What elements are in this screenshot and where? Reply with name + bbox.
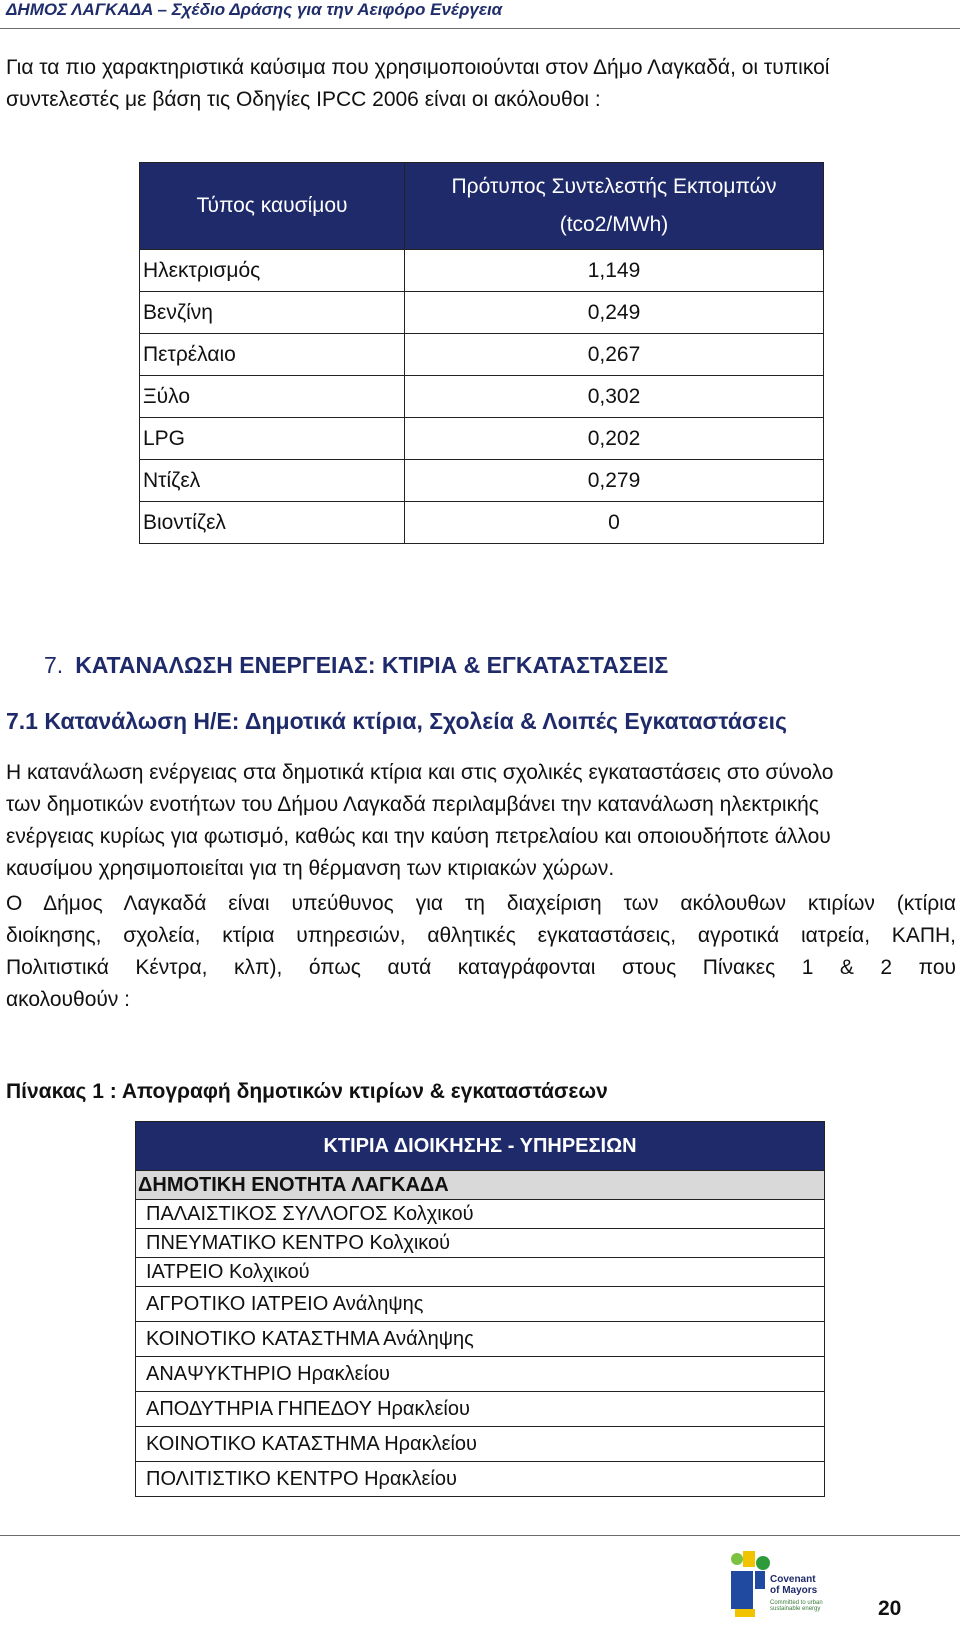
building-cell: ΠΝΕΥΜΑΤΙΚΟ ΚΕΝΤΡΟ Κολχικού: [136, 1229, 825, 1258]
paragraph-line: των δημοτικών ενοτήτων του Δήμου Λαγκαδά περιλαμβάνει την κατανάλωση ηλεκτρικής: [6, 793, 819, 816]
building-cell: ΑΓΡΟΤΙΚΟ ΙΑΤΡΕΙΟ Ανάληψης: [136, 1287, 825, 1322]
building-cell: ΠΟΛΙΤΙΣΤΙΚΟ ΚΕΝΤΡΟ Ηρακλείου: [136, 1462, 825, 1497]
emission-factors-table: [139, 162, 824, 544]
emission-factor-header-line2: (tco2/MWh): [559, 213, 669, 236]
fuel-type-header: Τύπος καυσίμου: [140, 163, 405, 250]
table-row: [136, 1462, 825, 1497]
paragraph-line: Η κατανάλωση ενέργειας στα δημοτικά κτίρια και στις σχολικές εγκαταστάσεις στο σύνολο: [6, 761, 834, 784]
factor-cell: 0,249: [405, 292, 824, 334]
logo-tagline: Committed to urban sustainable energy: [770, 1600, 823, 1612]
group-row: [136, 1171, 825, 1200]
building-cell: ΚΟΙΝΟΤΙΚΟ ΚΑΤΑΣΤΗΜΑ Ανάληψης: [136, 1322, 825, 1357]
fuel-cell: Πετρέλαιο: [140, 334, 405, 376]
table-caption: Πίνακας 1 : Απογραφή δημοτικών κτιρίων & εγκαταστάσεων: [6, 1080, 608, 1103]
table-row: [140, 376, 824, 418]
table-row: [136, 1392, 825, 1427]
section-number: 7.: [44, 652, 64, 678]
responsibility-paragraph: [6, 888, 956, 1016]
factor-cell: 0,279: [405, 460, 824, 502]
buildings-table: [135, 1121, 825, 1497]
table-row: [140, 502, 824, 544]
table-row: [136, 1258, 825, 1287]
table-row: [136, 1287, 825, 1322]
building-cell: ΙΑΤΡΕΙΟ Κολχικού: [136, 1258, 825, 1287]
paragraph-line: καυσίμου χρησιμοποιείται για τη θέρμανση των κτιριακών χώρων.: [6, 857, 615, 880]
table-row: [136, 1322, 825, 1357]
buildings-table-header: ΚΤΙΡΙΑ ΔΙΟΙΚΗΣΗΣ - ΥΠΗΡΕΣΙΩΝ: [136, 1122, 825, 1171]
fuel-cell: Βιοντίζελ: [140, 502, 405, 544]
paragraph-line: διοίκησης, σχολεία, κτίρια υπηρεσιών, αθλητικές εγκαταστάσεις, αγροτικά ιατρεία, ΚΑΠΗ,: [6, 924, 956, 947]
fuel-cell: Βενζίνη: [140, 292, 405, 334]
table-row: [136, 1427, 825, 1462]
section-title: ΚΑΤΑΝΑΛΩΣΗ ΕΝΕΡΓΕΙΑΣ: ΚΤΙΡΙΑ & ΕΓΚΑΤΑΣΤΑΣΕΙΣ: [75, 652, 669, 678]
factor-cell: 0,302: [405, 376, 824, 418]
fuel-cell: LPG: [140, 418, 405, 460]
table-row: [136, 1229, 825, 1258]
table-row: [140, 460, 824, 502]
header-divider: [0, 28, 960, 29]
table-row: [140, 250, 824, 292]
energy-consumption-paragraph: [6, 757, 956, 885]
building-cell: ΑΠΟΔΥΤΗΡΙΑ ΓΗΠΕΔΟΥ Ηρακλείου: [136, 1392, 825, 1427]
building-cell: ΚΟΙΝΟΤΙΚΟ ΚΑΤΑΣΤΗΜΑ Ηρακλείου: [136, 1427, 825, 1462]
logo-line: Covenant: [770, 1574, 816, 1585]
subsection-heading: 7.1 Κατανάλωση Η/Ε: Δημοτικά κτίρια, Σχολεία & Λοιπές Εγκαταστάσεις: [6, 708, 788, 734]
paragraph-line: Ο Δήμος Λαγκαδά είναι υπεύθυνος για τη διαχείριση των ακόλουθων κτιρίων (κτίρια: [6, 892, 956, 915]
factor-cell: 0,267: [405, 334, 824, 376]
page-number: 20: [878, 1597, 902, 1620]
building-cell: ΑΝΑΨΥΚΤΗΡΙΟ Ηρακλείου: [136, 1357, 825, 1392]
footer-divider: [0, 1535, 960, 1536]
group-cell: ΔΗΜΟΤΙΚΗ ΕΝΟΤΗΤΑ ΛΑΓΚΑΔΑ: [136, 1171, 825, 1200]
table-row: [140, 334, 824, 376]
factor-cell: 0: [405, 502, 824, 544]
intro-paragraph: [6, 52, 956, 116]
emission-factor-header-line1: Πρότυπος Συντελεστής Εκπομπών: [451, 175, 777, 198]
intro-line: Για τα πιο χαρακτηριστικά καύσιμα που χρησιμοποιούνται στον Δήμο Λαγκαδά, οι τυπικοί: [6, 56, 830, 79]
document-header-title: ΔΗΜΟΣ ΛΑΓΚΑΔΑ – Σχέδιο Δράσης για την Αειφόρο Ενέργεια: [6, 0, 503, 19]
emission-factor-header: [405, 163, 824, 250]
fuel-cell: Ντίζελ: [140, 460, 405, 502]
table-row: [136, 1200, 825, 1229]
paragraph-line: ακολουθούν :: [6, 988, 131, 1011]
fuel-cell: Ξύλο: [140, 376, 405, 418]
paragraph-line: ενέργειας κυρίως για φωτισμό, καθώς και την καύση πετρελαίου και οποιουδήποτε άλλου: [6, 825, 831, 848]
building-cell: ΠΑΛΑΙΣΤΙΚΟΣ ΣΥΛΛΟΓΟΣ Κολχικού: [136, 1200, 825, 1229]
section-heading: [44, 652, 668, 679]
factor-cell: 0,202: [405, 418, 824, 460]
fuel-cell: Ηλεκτρισμός: [140, 250, 405, 292]
table-header-row: [140, 163, 824, 250]
table-row: [140, 292, 824, 334]
factor-cell: 1,149: [405, 250, 824, 292]
table-row: [140, 418, 824, 460]
intro-line: συντελεστές με βάση τις Οδηγίες IPCC 2006 είναι οι ακόλουθοι :: [6, 88, 601, 111]
logo-text: [770, 1574, 817, 1596]
logo-line: of Mayors: [770, 1585, 818, 1596]
paragraph-line: Πολιτιστικά Κέντρα, κλπ), όπως αυτά καταγράφονται στους Πίνακες 1 & 2 που: [6, 956, 956, 979]
buildings-table-header-row: [136, 1122, 825, 1171]
table-row: [136, 1357, 825, 1392]
